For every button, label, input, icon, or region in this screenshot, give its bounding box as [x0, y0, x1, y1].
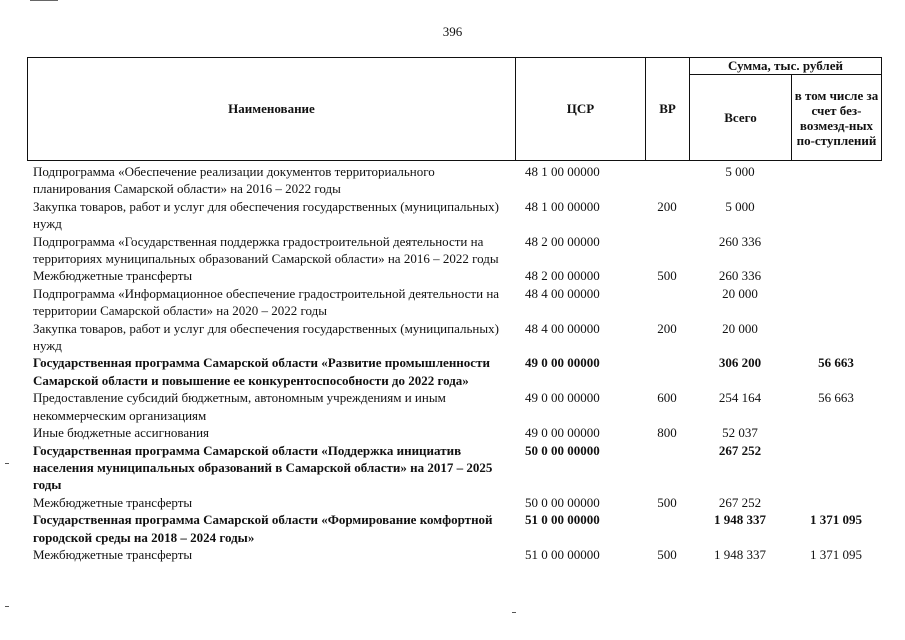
- row-csr: 48 1 00 00000: [525, 164, 600, 179]
- row-free: 56 663: [818, 355, 854, 371]
- row-csr: 49 0 00 00000: [525, 425, 600, 441]
- row-name: Иные бюджетные ассигнования: [33, 425, 210, 441]
- row-total: 260 336: [718, 268, 762, 284]
- header-incl: в том числе за счет без-возмезд-ных по-ступлений: [792, 75, 882, 161]
- row-total: 20 000: [722, 320, 758, 336]
- table-row: [27, 267, 881, 284]
- row-vr: 800: [657, 425, 677, 441]
- margin-mark: [512, 612, 516, 613]
- row-total: 254 164: [718, 390, 762, 406]
- table-header: [27, 57, 882, 161]
- row-vr: 500: [657, 268, 677, 284]
- row-name: Подпрограмма «Обеспечение реализации документов территориального планирования Самарской области» на 2016 – 2022 годы: [33, 164, 435, 197]
- row-csr: 50 0 00 00000: [525, 442, 600, 458]
- row-total: 267 252: [718, 442, 762, 458]
- row-csr: 51 0 00 00000: [525, 512, 600, 528]
- table-row: [27, 511, 881, 546]
- table-row: [27, 163, 881, 198]
- row-csr: 48 4 00 00000: [525, 285, 600, 301]
- row-total: 5 000: [725, 198, 755, 214]
- row-name: Межбюджетные трансферты: [33, 268, 193, 284]
- header-vr: ВР: [646, 58, 690, 161]
- row-total: 306 200: [718, 355, 762, 371]
- row-total: 260 336: [718, 233, 762, 249]
- table-row: [27, 389, 881, 424]
- row-name: Подпрограмма «Информационное обеспечение градостроительной деятельности на территории Самарской области» на 2020 – 2022 годы: [33, 285, 500, 319]
- row-csr: 48 1 00 00000: [525, 198, 600, 214]
- row-csr: 48 4 00 00000: [525, 320, 600, 336]
- row-name: Государственная программа Самарской области «Формирование комфортной городской среды на 2018 – 2024 годы»: [33, 512, 493, 545]
- row-name: Подпрограмма «Государственная поддержка градостроительной деятельности на территориях муниципальных образований Самарской области» на 2016 – 2022 годы: [33, 233, 499, 267]
- row-vr: 200: [657, 198, 677, 214]
- row-csr: 49 0 00 00000: [525, 355, 600, 371]
- header-csr: ЦСР: [516, 58, 646, 161]
- table-row: [27, 354, 881, 389]
- table-row: [27, 198, 881, 233]
- row-name: Предоставление субсидий бюджетным, автономным учреждениям и иным некоммерческим организациям: [33, 390, 446, 423]
- row-csr: 48 2 00 00000: [525, 233, 600, 249]
- table-row: [27, 285, 881, 320]
- margin-mark: [5, 463, 9, 464]
- row-csr: 49 0 00 00000: [525, 390, 600, 406]
- table-body: [27, 163, 881, 563]
- table-row: [27, 424, 881, 441]
- row-free: 56 663: [818, 390, 854, 406]
- table-row: [27, 233, 881, 268]
- header-sum: Сумма, тыс. рублей: [690, 58, 882, 75]
- row-total: 20 000: [722, 285, 758, 301]
- row-total: 267 252: [718, 494, 762, 510]
- table-row: [27, 494, 881, 511]
- row-total: 52 037: [722, 425, 758, 441]
- row-vr: 500: [657, 546, 677, 562]
- row-free: 1 371 095: [810, 546, 862, 562]
- row-csr: 48 2 00 00000: [525, 268, 600, 284]
- row-total: 5 000: [725, 164, 755, 179]
- table-row: [27, 320, 881, 355]
- row-csr: 51 0 00 00000: [525, 546, 600, 562]
- row-name: Закупка товаров, работ и услуг для обеспечения государственных (муниципальных) нужд: [33, 320, 499, 354]
- row-total: 1 948 337: [714, 512, 766, 528]
- row-vr: 200: [657, 320, 677, 336]
- row-vr: 500: [657, 494, 677, 510]
- page-number: 396: [442, 24, 463, 39]
- row-name: Межбюджетные трансферты: [33, 494, 193, 510]
- row-csr: 50 0 00 00000: [525, 494, 600, 510]
- margin-mark: [5, 606, 9, 607]
- row-name: Закупка товаров, работ и услуг для обеспечения государственных (муниципальных) нужд: [33, 198, 499, 232]
- header-total: Всего: [690, 75, 792, 161]
- table-row: [27, 442, 881, 494]
- row-name: Межбюджетные трансферты: [33, 546, 193, 562]
- row-name: Государственная программа Самарской области «Поддержка инициатив населения муниципальных образований в Самарской области» на 2017 – 2025 годы: [33, 442, 493, 493]
- row-name: Государственная программа Самарской области «Развитие промышленности Самарской области и повышение ее конкурентоспособности до 2022 года»: [33, 355, 490, 388]
- row-free: 1 371 095: [810, 512, 862, 528]
- header-name: Наименование: [28, 58, 516, 161]
- top-edge-line: [30, 0, 58, 1]
- row-vr: 600: [657, 390, 677, 406]
- row-total: 1 948 337: [714, 546, 766, 562]
- table-row: [27, 546, 881, 563]
